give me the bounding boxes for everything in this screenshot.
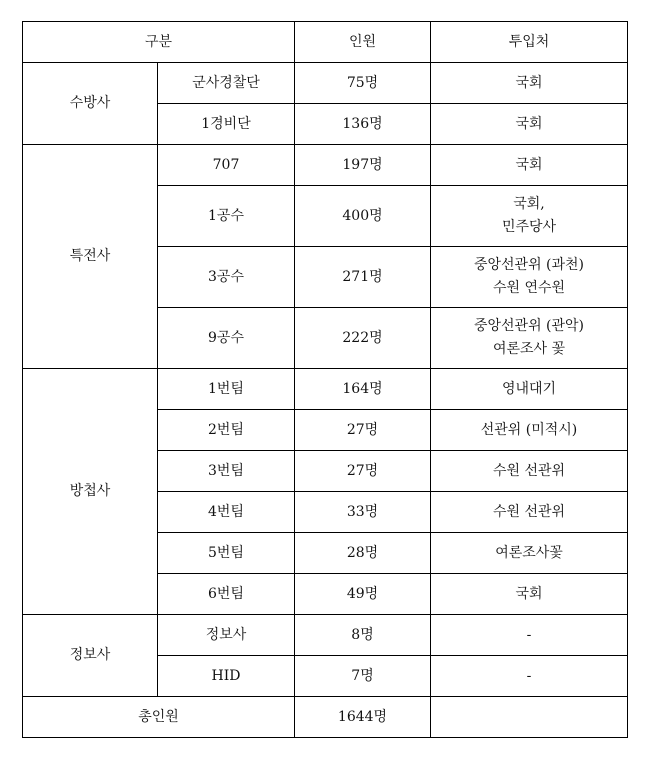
- table-row: [23, 615, 628, 656]
- deployment-cell: 수원 선관위: [431, 492, 628, 533]
- personnel-cell: 75명: [295, 63, 431, 104]
- total-deployment: [431, 697, 628, 738]
- personnel-cell: 136명: [295, 104, 431, 145]
- deployment-cell: 여론조사꽃: [431, 533, 628, 574]
- personnel-cell: 49명: [295, 574, 431, 615]
- unit-cell: 1번팀: [158, 369, 295, 410]
- unit-cell: 5번팀: [158, 533, 295, 574]
- deployment-cell: -: [431, 615, 628, 656]
- deployment-table: [22, 21, 628, 738]
- unit-cell: 2번팀: [158, 410, 295, 451]
- personnel-cell: 222명: [295, 308, 431, 369]
- header-deployment: 투입처: [431, 22, 628, 63]
- unit-cell: 707: [158, 145, 295, 186]
- unit-cell: 1공수: [158, 186, 295, 247]
- personnel-cell: 197명: [295, 145, 431, 186]
- total-row: [23, 697, 628, 738]
- deployment-line: 민주당사: [501, 219, 557, 235]
- deployment-line: 중앙선관위 (관악): [473, 318, 585, 334]
- personnel-cell: 271명: [295, 247, 431, 308]
- deployment-line: 중앙선관위 (과천): [473, 257, 585, 273]
- group-cell: 수방사: [23, 63, 158, 145]
- group-cell: 특전사: [23, 145, 158, 369]
- unit-cell: 1경비단: [158, 104, 295, 145]
- unit-cell: 정보사: [158, 615, 295, 656]
- header-row: [23, 22, 628, 63]
- group-cell: 정보사: [23, 615, 158, 697]
- unit-cell: 9공수: [158, 308, 295, 369]
- personnel-cell: 33명: [295, 492, 431, 533]
- deployment-cell: 선관위 (미적시): [431, 410, 628, 451]
- unit-cell: 3공수: [158, 247, 295, 308]
- deployment-cell: 수원 선관위: [431, 451, 628, 492]
- deployment-cell: 국회: [431, 104, 628, 145]
- deployment-cell: 국회: [431, 63, 628, 104]
- personnel-cell: 7명: [295, 656, 431, 697]
- total-label: 총인원: [23, 697, 295, 738]
- unit-cell: 3번팀: [158, 451, 295, 492]
- deployment-cell: 영내대기: [431, 369, 628, 410]
- personnel-cell: 164명: [295, 369, 431, 410]
- deployment-cell: [431, 186, 628, 247]
- deployment-line: 국회,: [513, 196, 545, 212]
- personnel-cell: 27명: [295, 410, 431, 451]
- unit-cell: HID: [158, 656, 295, 697]
- personnel-cell: 27명: [295, 451, 431, 492]
- table-row: [23, 145, 628, 186]
- deployment-cell: 국회: [431, 574, 628, 615]
- personnel-cell: 28명: [295, 533, 431, 574]
- unit-cell: 4번팀: [158, 492, 295, 533]
- group-cell: 방첩사: [23, 369, 158, 615]
- table-row: [23, 63, 628, 104]
- deployment-cell: [431, 247, 628, 308]
- deployment-line: 여론조사 꽃: [492, 341, 566, 357]
- deployment-line: 수원 연수원: [492, 280, 566, 296]
- deployment-cell: 국회: [431, 145, 628, 186]
- table-row: [23, 369, 628, 410]
- personnel-cell: 8명: [295, 615, 431, 656]
- header-category: 구분: [23, 22, 295, 63]
- unit-cell: 군사경찰단: [158, 63, 295, 104]
- deployment-cell: [431, 308, 628, 369]
- total-personnel: 1644명: [295, 697, 431, 738]
- deployment-cell: -: [431, 656, 628, 697]
- personnel-cell: 400명: [295, 186, 431, 247]
- header-personnel: 인원: [295, 22, 431, 63]
- unit-cell: 6번팀: [158, 574, 295, 615]
